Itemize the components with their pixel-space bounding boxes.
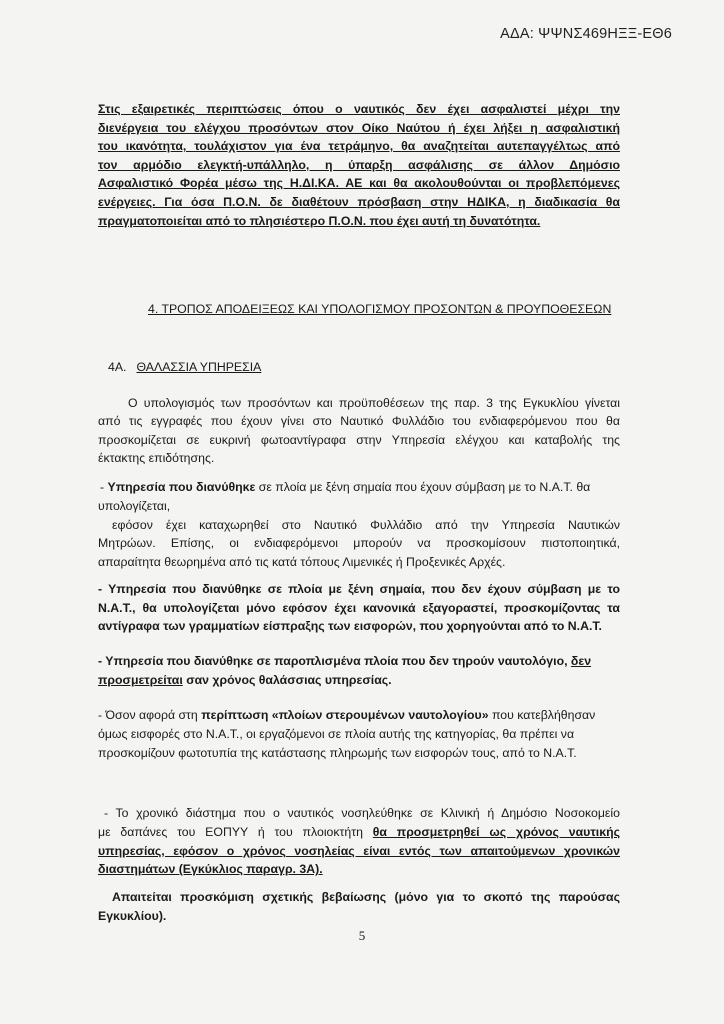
- paragraph-line: διαστημάτων (Εγκύκλιος παραγρ. 3Α).: [98, 862, 323, 877]
- paragraph-certificate-required: [98, 888, 620, 927]
- paragraph-line: αντίγραφα των γραμματίων είσπραξης των εισφορών, που χορηγούνται από το Ν.Α.Τ.: [98, 619, 602, 634]
- dash: -: [100, 480, 108, 494]
- paragraph-foreign-flag-no-contract: [98, 580, 620, 636]
- paragraph-laid-up-ships: [98, 652, 620, 689]
- text-run: - Όσον αφορά στη: [98, 708, 202, 722]
- paragraph-line: απαραίτητα θεωρημένα από τις κατά τόπους Λιμενικές ή Προξενικές Αρχές.: [98, 555, 506, 570]
- paragraph-line: Εγκυκλίου).: [98, 909, 167, 924]
- paragraph-calculation: [98, 394, 620, 468]
- text-run: - Υπηρεσία που διανύθηκε σε παροπλισμένα πλοία που δεν τηρούν ναυτολόγιο,: [98, 654, 571, 668]
- intro-line: του ικανότητα, τουλάχιστον για ένα τετράμηνο, θα αναζητείται αυτεπαγγέλτως από: [98, 139, 620, 154]
- page-number: 5: [358, 928, 366, 943]
- paragraph-line: Ο υπολογισμός των προσόντων και προϋποθέσεων της παρ. 3 της Εγκυκλίου γίνεται: [128, 396, 620, 410]
- paragraph-line: [98, 671, 620, 690]
- bold-underlined-phrase: θα προσμετρηθεί ως χρόνος ναυτικής: [372, 824, 620, 839]
- text-run: νοσηλείας είναι εντός των απαιτούμενων χρονικών: [285, 843, 620, 858]
- paragraph-line: έκτακτης επιδότησης.: [98, 451, 215, 466]
- paragraph-line: Ν.Α.Τ., θα υπολογίζεται μόνο εφόσον έχει κανονικά εξαγοραστεί, προσκομίζοντας τα: [98, 600, 620, 615]
- section-4a-number: 4Α.: [108, 360, 127, 374]
- section-4a-title: ΘΑΛΑΣΣΙΑ ΥΠΗΡΕΣΙΑ: [136, 360, 262, 374]
- bold-phrase: περίπτωση «πλοίων στερουμένων ναυτολογίου»: [201, 708, 489, 722]
- underlined-phrase: προσμετρείται: [98, 672, 183, 687]
- text-run: υπηρεσίας, εφόσον ο χρόνος: [98, 843, 286, 858]
- paragraph-line: από τις εγγραφές που έχουν γίνει στο Ναυτικό Φυλλάδιο του ενδιαφερόμενου που θα: [98, 414, 620, 429]
- paragraph-line: υπολογίζεται,: [98, 498, 171, 513]
- bold-phrase: Υπηρεσία που διανύθηκε: [107, 480, 256, 494]
- paragraph-ships-without-crew-list: [98, 706, 620, 763]
- section-4a-heading: [108, 360, 261, 374]
- text-run: που κατεβλήθησαν: [488, 708, 596, 722]
- paragraph-line: [98, 478, 620, 497]
- paragraph-line: [98, 842, 620, 861]
- paragraph-line: προσκομίζουν φωτοτυπία της κατάστασης πληρωμής των εισφορών τους, από το Ν.Α.Τ.: [98, 746, 577, 760]
- ada-code: ΑΔΑ: ΨΨΝΣ469ΗΞΞ-ΕΘ6: [500, 26, 672, 42]
- intro-line: τον αρμόδιο ελεγκτή-υπάλληλο, η ύπαρξη ασφάλισης σε άλλον Δημόσιο: [98, 157, 620, 172]
- paragraph-line: [98, 823, 620, 842]
- text-run: σαν χρόνος θαλάσσιας υπηρεσίας.: [182, 672, 392, 687]
- intro-line: Στις εξαιρετικές περιπτώσεις όπου ο ναυτικός δεν έχει ασφαλιστεί μέχρι την: [98, 102, 620, 116]
- paragraph-line: εφόσον έχει καταχωρηθεί στο Ναυτικό Φυλλάδιο από την Υπηρεσία Ναυτικών: [112, 517, 620, 532]
- paragraph-hospitalization: [98, 804, 620, 879]
- intro-line: διενέργεια του ελέγχου προσόντων στον Οίκο Ναύτου ή έχει λήξει η ασφαλιστική: [98, 120, 620, 135]
- text-run: με δαπάνες του ΕΟΠΥΥ ή του πλοιοκτήτη: [98, 824, 373, 839]
- paragraph-line: Απαιτείται προσκόμιση σχετικής βεβαίωσης (μόνο για το σκοπό της παρούσας: [112, 890, 620, 904]
- paragraph-line: προσκομίζεται σε ευκρινή φωτοαντίγραφα στην Υπηρεσία ελέγχου και καταβολής της: [98, 432, 620, 447]
- intro-line: πραγματοποιείται από το πλησιέστερο Π.Ο.Ν. που έχει αυτή τη δυνατότητα.: [98, 213, 541, 228]
- paragraph-line: [98, 706, 620, 725]
- paragraph-line: - Υπηρεσία που διανύθηκε σε πλοία με ξένη σημαία, που δεν έχουν σύμβαση με το: [98, 582, 620, 596]
- section-4-heading: 4. ΤΡΟΠΟΣ ΑΠΟΔΕΙΞΕΩΣ ΚΑΙ ΥΠΟΛΟΓΙΣΜΟΥ ΠΡΟΣΟΝΤΩΝ & ΠΡΟΥΠΟΘΕΣΕΩΝ: [148, 302, 612, 316]
- paragraph-foreign-flag-contract: [98, 478, 620, 572]
- paragraph-line: - Το χρονικό διάστημα που ο ναυτικός νοσηλεύθηκε σε Κλινική ή Δημόσιο Νοσοκομείο: [104, 806, 620, 820]
- paragraph-line: Μητρώων. Επίσης, οι ενδιαφερόμενοι μπορούν να προσκομίσουν πιστοποιητικά,: [98, 536, 620, 551]
- text-run: σε πλοία με ξένη σημαία που έχουν σύμβαση με το Ν.Α.Τ. θα: [255, 480, 591, 494]
- paragraph-line: όμως εισφορές στο Ν.Α.Τ., οι εργαζόμενοι σε πλοία αυτής της κατηγορίας, θα πρέπει να: [98, 727, 575, 741]
- underlined-phrase: δεν: [570, 654, 592, 668]
- intro-line: ενέργειες. Για όσα Π.Ο.Ν. δε διαθέτουν πρόσβαση στην ΗΔΙΚΑ, η διαδικασία θα: [98, 194, 620, 209]
- intro-line: Ασφαλιστικό Φορέα μέσω της Η.ΔΙ.ΚΑ. ΑΕ και θα ακολουθούνται οι προβλεπόμενες: [98, 176, 620, 191]
- intro-paragraph: [98, 100, 620, 230]
- paragraph-line: [98, 652, 620, 671]
